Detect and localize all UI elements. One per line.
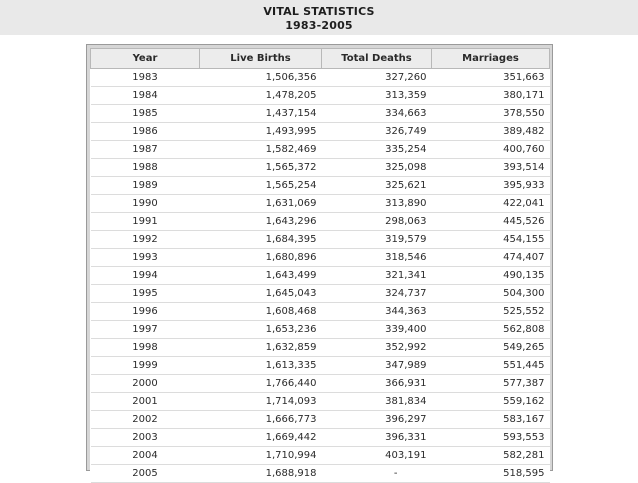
table-row bbox=[91, 141, 550, 159]
live-births-cell: 1,710,994 bbox=[200, 447, 322, 465]
table-body bbox=[91, 69, 550, 483]
total-deaths-cell: 321,341 bbox=[322, 267, 432, 285]
table-row bbox=[91, 267, 550, 285]
year-cell: 1988 bbox=[91, 159, 200, 177]
page-subtitle: 1983-2005 bbox=[285, 19, 353, 32]
marriages-cell: 577,387 bbox=[432, 375, 550, 393]
marriages-cell: 551,445 bbox=[432, 357, 550, 375]
total-deaths-cell: 396,331 bbox=[322, 429, 432, 447]
live-births-cell: 1,688,918 bbox=[200, 465, 322, 483]
table-row bbox=[91, 285, 550, 303]
total-deaths-cell: 347,989 bbox=[322, 357, 432, 375]
total-deaths-cell: 334,663 bbox=[322, 105, 432, 123]
live-births-cell: 1,680,896 bbox=[200, 249, 322, 267]
total-deaths-cell: 339,400 bbox=[322, 321, 432, 339]
year-cell: 1990 bbox=[91, 195, 200, 213]
table-row bbox=[91, 465, 550, 483]
total-deaths-cell: 319,579 bbox=[322, 231, 432, 249]
year-cell: 1999 bbox=[91, 357, 200, 375]
live-births-cell: 1,714,093 bbox=[200, 393, 322, 411]
marriages-cell: 582,281 bbox=[432, 447, 550, 465]
total-deaths-cell: 366,931 bbox=[322, 375, 432, 393]
table-row bbox=[91, 393, 550, 411]
live-births-cell: 1,643,499 bbox=[200, 267, 322, 285]
vital-statistics-table bbox=[90, 48, 550, 483]
marriages-cell: 559,162 bbox=[432, 393, 550, 411]
column-header-year: Year bbox=[91, 49, 200, 69]
table-row bbox=[91, 303, 550, 321]
live-births-cell: 1,643,296 bbox=[200, 213, 322, 231]
live-births-cell: 1,478,205 bbox=[200, 87, 322, 105]
total-deaths-cell: 326,749 bbox=[322, 123, 432, 141]
year-cell: 1994 bbox=[91, 267, 200, 285]
marriages-cell: 518,595 bbox=[432, 465, 550, 483]
live-births-cell: 1,493,995 bbox=[200, 123, 322, 141]
column-header-live-births: Live Births bbox=[200, 49, 322, 69]
total-deaths-cell: 298,063 bbox=[322, 213, 432, 231]
table-row bbox=[91, 249, 550, 267]
year-cell: 2000 bbox=[91, 375, 200, 393]
live-births-cell: 1,565,254 bbox=[200, 177, 322, 195]
live-births-cell: 1,669,442 bbox=[200, 429, 322, 447]
live-births-cell: 1,645,043 bbox=[200, 285, 322, 303]
year-cell: 1998 bbox=[91, 339, 200, 357]
year-cell: 1985 bbox=[91, 105, 200, 123]
table-row bbox=[91, 213, 550, 231]
marriages-cell: 490,135 bbox=[432, 267, 550, 285]
page-title: VITAL STATISTICS bbox=[263, 5, 375, 18]
table-row bbox=[91, 429, 550, 447]
live-births-cell: 1,582,469 bbox=[200, 141, 322, 159]
total-deaths-cell: 352,992 bbox=[322, 339, 432, 357]
live-births-cell: 1,506,356 bbox=[200, 69, 322, 87]
live-births-cell: 1,437,154 bbox=[200, 105, 322, 123]
year-cell: 1995 bbox=[91, 285, 200, 303]
table-row bbox=[91, 357, 550, 375]
table-frame bbox=[86, 44, 553, 479]
table-row bbox=[91, 321, 550, 339]
column-header-total-deaths: Total Deaths bbox=[322, 49, 432, 69]
total-deaths-cell: 381,834 bbox=[322, 393, 432, 411]
year-cell: 1993 bbox=[91, 249, 200, 267]
live-births-cell: 1,684,395 bbox=[200, 231, 322, 249]
table-row bbox=[91, 159, 550, 177]
year-cell: 2005 bbox=[91, 465, 200, 483]
live-births-cell: 1,653,236 bbox=[200, 321, 322, 339]
table-row bbox=[91, 411, 550, 429]
live-births-cell: 1,613,335 bbox=[200, 357, 322, 375]
year-cell: 2003 bbox=[91, 429, 200, 447]
table-row bbox=[91, 123, 550, 141]
total-deaths-cell: 325,098 bbox=[322, 159, 432, 177]
marriages-cell: 593,553 bbox=[432, 429, 550, 447]
year-cell: 1996 bbox=[91, 303, 200, 321]
title-band bbox=[0, 0, 638, 35]
live-births-cell: 1,766,440 bbox=[200, 375, 322, 393]
year-cell: 2004 bbox=[91, 447, 200, 465]
marriages-cell: 562,808 bbox=[432, 321, 550, 339]
marriages-cell: 549,265 bbox=[432, 339, 550, 357]
live-births-cell: 1,632,859 bbox=[200, 339, 322, 357]
year-cell: 1991 bbox=[91, 213, 200, 231]
year-cell: 2002 bbox=[91, 411, 200, 429]
table-row bbox=[91, 339, 550, 357]
table-row bbox=[91, 447, 550, 465]
live-births-cell: 1,666,773 bbox=[200, 411, 322, 429]
marriages-cell: 525,552 bbox=[432, 303, 550, 321]
marriages-cell: 422,041 bbox=[432, 195, 550, 213]
marriages-cell: 351,663 bbox=[432, 69, 550, 87]
total-deaths-cell: 403,191 bbox=[322, 447, 432, 465]
marriages-cell: 395,933 bbox=[432, 177, 550, 195]
live-births-cell: 1,565,372 bbox=[200, 159, 322, 177]
table-row bbox=[91, 87, 550, 105]
total-deaths-cell: 313,890 bbox=[322, 195, 432, 213]
total-deaths-cell: 327,260 bbox=[322, 69, 432, 87]
total-deaths-cell: 325,621 bbox=[322, 177, 432, 195]
year-cell: 1987 bbox=[91, 141, 200, 159]
marriages-cell: 378,550 bbox=[432, 105, 550, 123]
year-cell: 1983 bbox=[91, 69, 200, 87]
column-header-marriages: Marriages bbox=[432, 49, 550, 69]
marriages-cell: 380,171 bbox=[432, 87, 550, 105]
total-deaths-cell: 318,546 bbox=[322, 249, 432, 267]
marriages-cell: 474,407 bbox=[432, 249, 550, 267]
table-row bbox=[91, 69, 550, 87]
table-row bbox=[91, 375, 550, 393]
total-deaths-cell: 335,254 bbox=[322, 141, 432, 159]
year-cell: 2001 bbox=[91, 393, 200, 411]
marriages-cell: 393,514 bbox=[432, 159, 550, 177]
marriages-cell: 504,300 bbox=[432, 285, 550, 303]
total-deaths-cell: - bbox=[322, 465, 432, 483]
marriages-cell: 400,760 bbox=[432, 141, 550, 159]
total-deaths-cell: 313,359 bbox=[322, 87, 432, 105]
table-row bbox=[91, 105, 550, 123]
marriages-cell: 445,526 bbox=[432, 213, 550, 231]
marriages-cell: 454,155 bbox=[432, 231, 550, 249]
year-cell: 1992 bbox=[91, 231, 200, 249]
year-cell: 1984 bbox=[91, 87, 200, 105]
table-header-row bbox=[91, 49, 550, 69]
year-cell: 1986 bbox=[91, 123, 200, 141]
total-deaths-cell: 396,297 bbox=[322, 411, 432, 429]
table-row bbox=[91, 195, 550, 213]
total-deaths-cell: 344,363 bbox=[322, 303, 432, 321]
year-cell: 1997 bbox=[91, 321, 200, 339]
total-deaths-cell: 324,737 bbox=[322, 285, 432, 303]
marriages-cell: 583,167 bbox=[432, 411, 550, 429]
marriages-cell: 389,482 bbox=[432, 123, 550, 141]
live-births-cell: 1,631,069 bbox=[200, 195, 322, 213]
year-cell: 1989 bbox=[91, 177, 200, 195]
live-births-cell: 1,608,468 bbox=[200, 303, 322, 321]
table-row bbox=[91, 177, 550, 195]
table-row bbox=[91, 231, 550, 249]
